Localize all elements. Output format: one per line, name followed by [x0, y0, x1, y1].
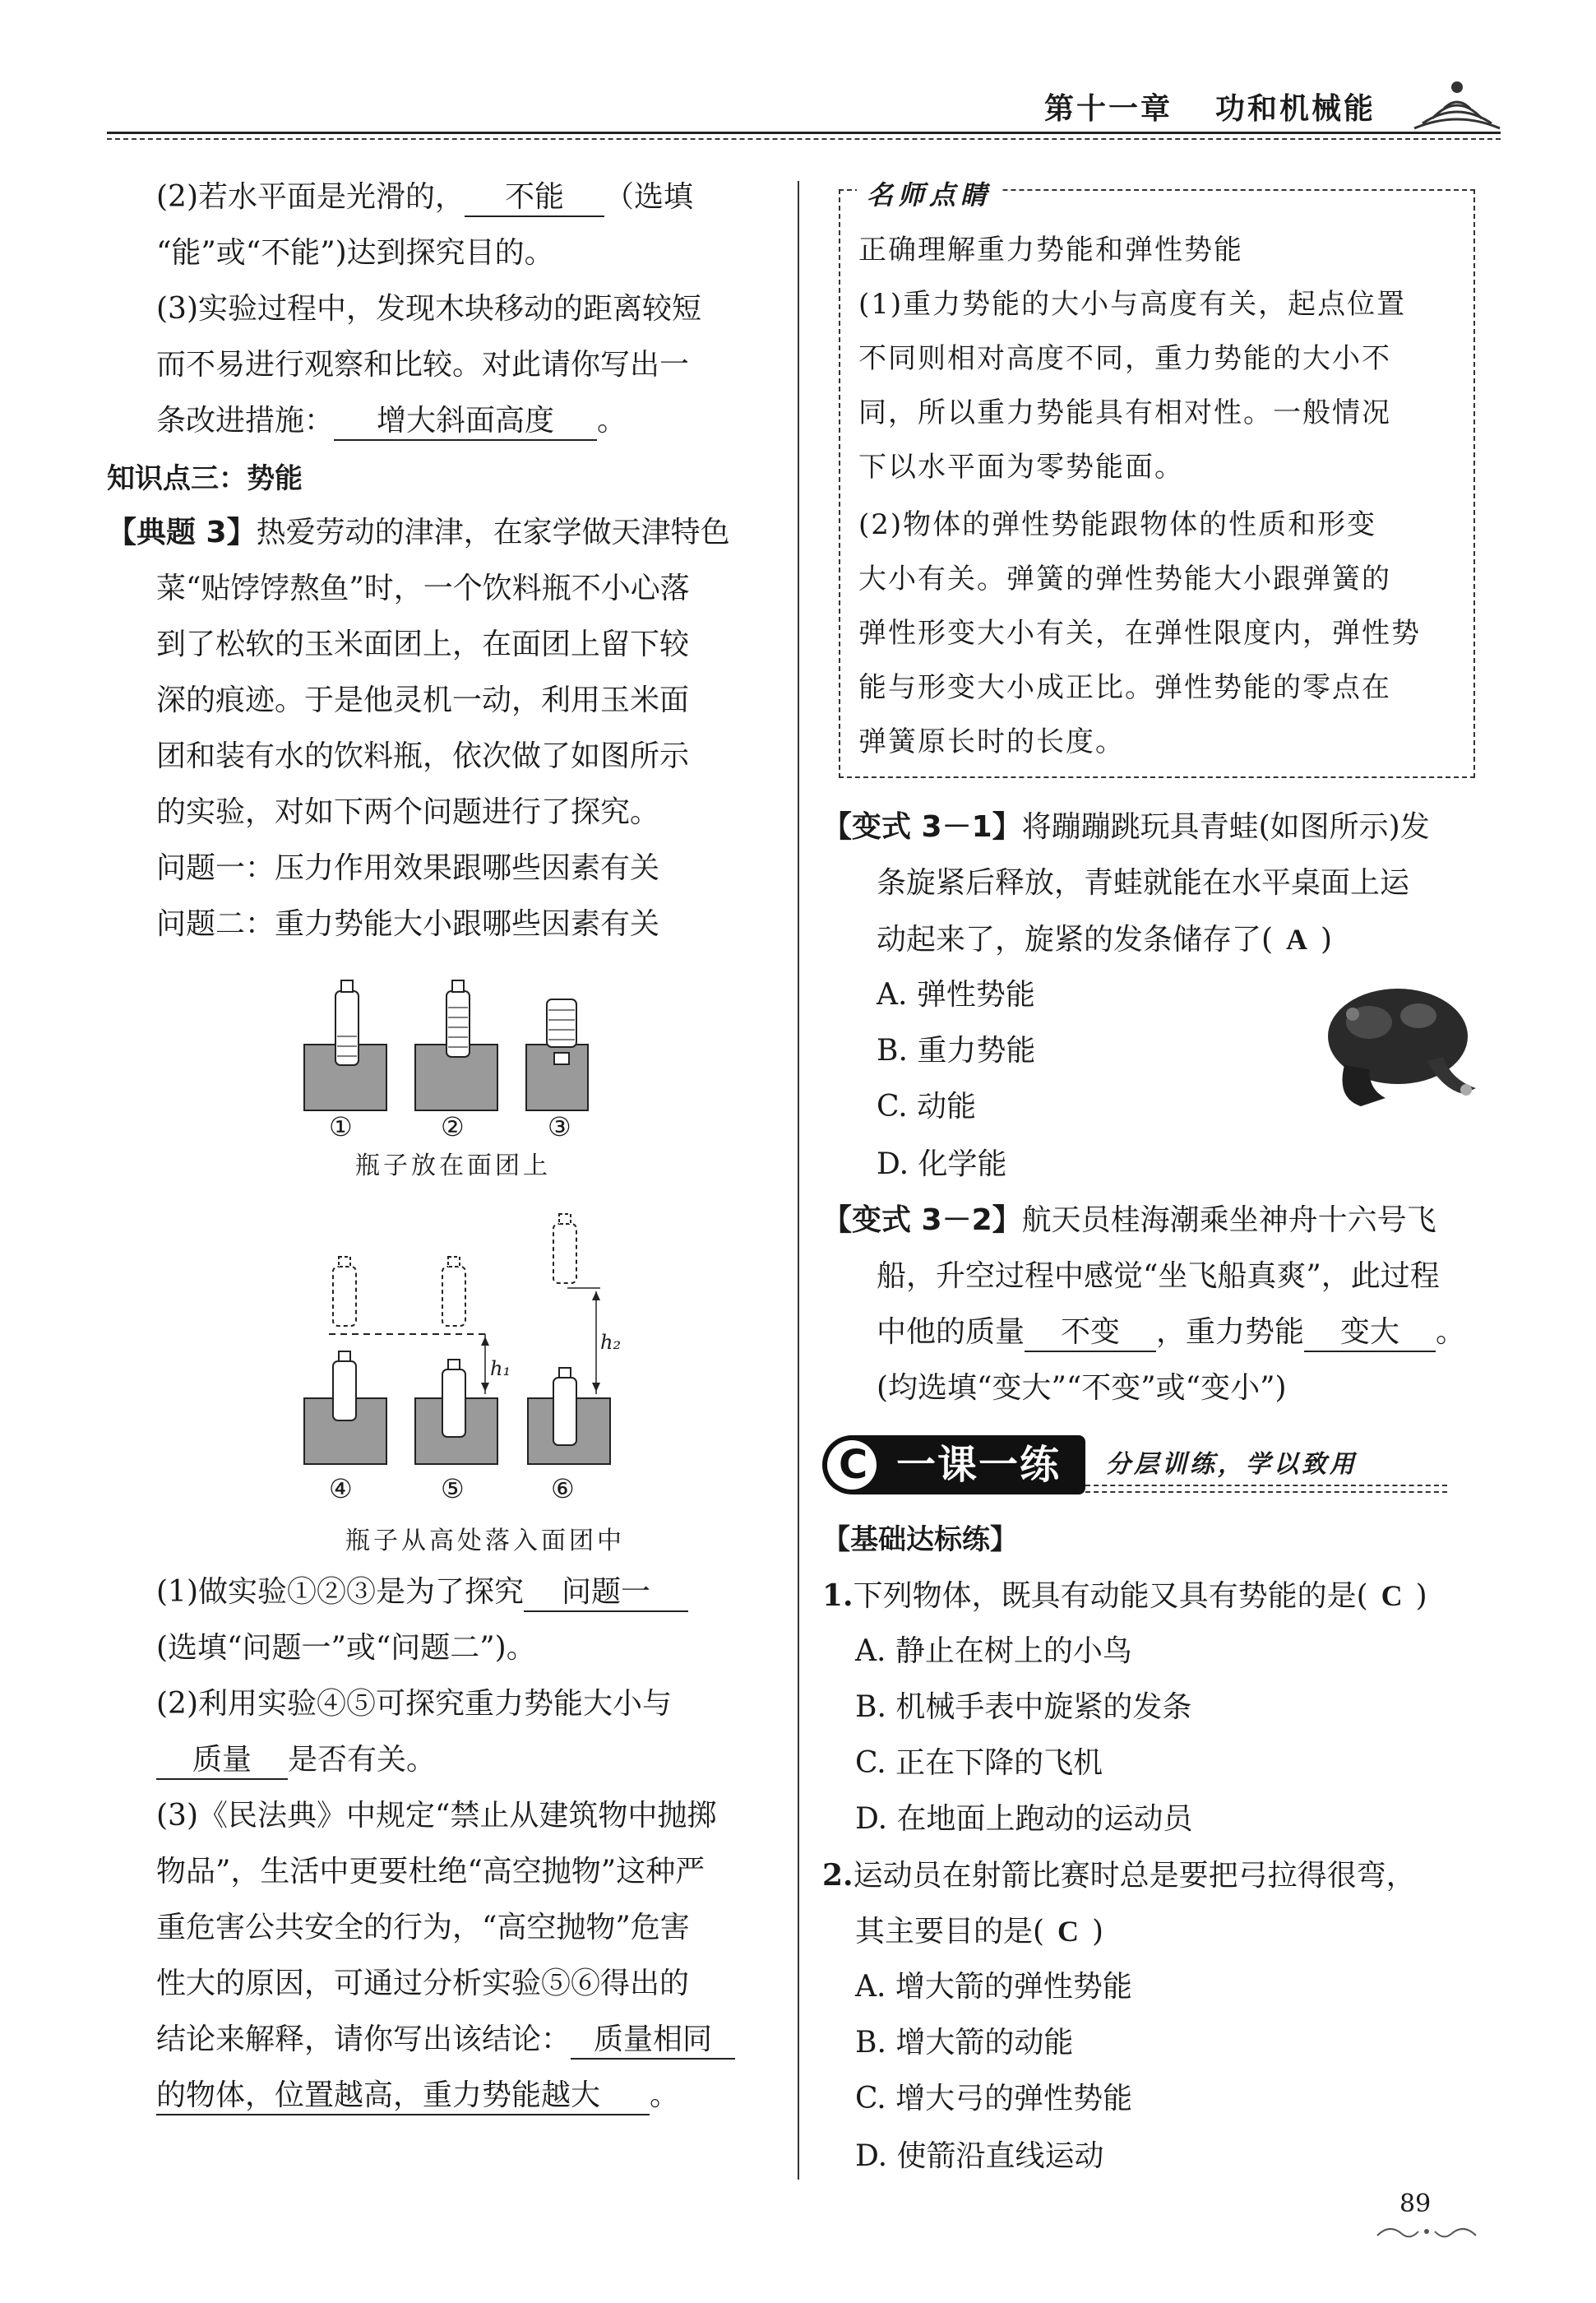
tip-line6: 大小有关。弹簧的弹性势能大小跟弹簧的	[858, 563, 1391, 595]
answer-blank: 质量	[156, 1742, 288, 1780]
answer3-line5: 结论来解释，请你写出该结论： 质量相同	[156, 2022, 735, 2060]
figure2-label-6: ⑥	[551, 1473, 575, 1504]
header-rule	[107, 132, 1501, 134]
answer3-line1: (3)《民法典》中规定“禁止从建筑物中抛掷	[156, 1799, 717, 1833]
q2-option-b: B. 增大箭的动能	[855, 2026, 1074, 2060]
answer3-line3: 重危害公共安全的行为，“高空抛物”危害	[156, 1911, 690, 1944]
answer-blank: 问题一	[524, 1574, 688, 1612]
tip-line4: 下以水平面为零势能面。	[858, 451, 1184, 484]
chapter-title: 功和机械能	[1215, 91, 1376, 126]
variant-label: 【变式 3－2】	[822, 1203, 1022, 1237]
toy-frog-image	[1320, 975, 1484, 1114]
practice-q2-line2: 其主要目的是( C )	[855, 1915, 1104, 1949]
left-p2-line1: (2)若水平面是光滑的， 不能 （选填	[156, 179, 693, 217]
choice-answer: A	[1286, 923, 1308, 956]
figure1-label-1: ①	[329, 1111, 353, 1142]
example3-line4: 深的痕迹。于是他灵机一动，利用玉米面	[156, 683, 690, 717]
question-two: 问题二：重力势能大小跟哪些因素有关	[156, 907, 660, 941]
question-one: 问题一：压力作用效果跟哪些因素有关	[156, 851, 660, 885]
q1-option-d: D. 在地面上跑动的运动员	[855, 1802, 1193, 1836]
figure2-h1-label: h₁	[490, 1357, 511, 1380]
q2-option-c: C. 增大弓的弹性势能	[855, 2082, 1133, 2115]
variant-label: 【变式 3－1】	[822, 810, 1022, 844]
example3-line2: 菜“贴饽饽熬鱼”时，一个饮料瓶不小心落	[156, 572, 690, 605]
variant31-line3: 动起来了，旋紧的发条储存了( A )	[877, 923, 1333, 957]
answer1-line2: (选填“问题一”或“问题二”)。	[156, 1631, 536, 1665]
variant31-option-c: C. 动能	[877, 1090, 977, 1124]
left-p2-line2: “能”或“不能”)达到探究目的。	[156, 236, 554, 270]
page-header	[0, 0, 1596, 148]
tip-subtitle: 正确理解重力势能和弹性势能	[858, 234, 1243, 266]
answer3-line2: 物品”，生活中更要杜绝“高空抛物”这种严	[156, 1855, 705, 1888]
column-divider	[798, 181, 799, 2180]
banner-dashed-rule	[1085, 1485, 1447, 1486]
figure-bottles-falling	[296, 1209, 617, 1489]
variant31-line2: 条旋紧后释放，青蛙就能在水平桌面上运	[877, 866, 1410, 900]
figure1-label-2: ②	[441, 1111, 465, 1142]
variant32-line2: 船，升空过程中感觉“坐飞船真爽”，此过程	[877, 1259, 1440, 1293]
banner-dashed-rule-2	[1085, 1491, 1447, 1493]
answer-blank: 变大	[1304, 1314, 1436, 1352]
tip-line8: 能与形变大小成正比。弹性势能的零点在	[858, 671, 1391, 704]
practice-banner	[822, 1435, 1447, 1501]
figure1-caption: 瓶子放在面团上	[355, 1152, 551, 1180]
tip-line3: 同，所以重力势能具有相对性。一般情况	[858, 396, 1391, 429]
left-p3-line1: (3)实验过程中，发现木块移动的距离较短	[156, 292, 701, 326]
answer1-line1: (1)做实验①②③是为了探究 问题一	[156, 1574, 688, 1612]
variant32-line1: 【变式 3－2】航天员桂海潮乘坐神舟十六号飞	[822, 1203, 1436, 1237]
example3-line5: 团和装有水的饮料瓶，依次做了如图所示	[156, 739, 690, 773]
choice-answer: C	[1381, 1579, 1403, 1612]
section-heading: 知识点三：势能	[107, 462, 303, 495]
example-label: 【典题 3】	[107, 516, 257, 549]
answer-blank: 质量相同	[571, 2022, 735, 2060]
tip-line5: (2)物体的弹性势能跟物体的性质和形变	[858, 508, 1377, 541]
q1-option-b: B. 机械手表中旋紧的发条	[855, 1690, 1192, 1724]
left-p3-line2: 而不易进行观察和比较。对此请你写出一	[156, 348, 690, 382]
answer-blank: 不变	[1025, 1314, 1156, 1352]
figure2-h2-label: h₂	[600, 1331, 622, 1354]
q2-option-d: D. 使箭沿直线运动	[855, 2139, 1104, 2173]
variant32-line4: (均选填“变大”“不变”或“变小”)	[877, 1371, 1287, 1405]
variant31-option-b: B. 重力势能	[877, 1034, 1036, 1068]
choice-answer: C	[1057, 1915, 1080, 1948]
figure2-label-4: ④	[329, 1473, 353, 1504]
banner-title: 一课一练	[896, 1442, 1062, 1488]
banner-subtitle: 分层训练，学以致用	[1106, 1450, 1358, 1479]
lotus-ornament-icon	[1408, 76, 1506, 133]
tip-title: 名师点睛	[867, 179, 992, 211]
header-dashed-rule	[107, 138, 1501, 140]
practice-heading: 【基础达标练】	[822, 1523, 1018, 1556]
tip-line7: 弹性形变大小有关，在弹性限度内，弹性势	[858, 617, 1421, 650]
figure2-label-5: ⑤	[441, 1473, 465, 1504]
q1-option-a: A. 静止在树上的小鸟	[855, 1634, 1132, 1668]
page-number: 89	[1399, 2189, 1432, 2218]
figure1-label-3: ③	[548, 1111, 571, 1142]
answer-blank: 的物体，位置越高，重力势能越大	[156, 2078, 650, 2115]
tip-line2: 不同则相对高度不同，重力势能的大小不	[858, 342, 1391, 375]
footer-swirl-icon	[1373, 2219, 1480, 2244]
example3-line1: 【典题 3】热爱劳动的津津，在家学做天津特色	[107, 516, 730, 549]
answer2-line2: 质量 是否有关。	[156, 1742, 436, 1780]
figure2-caption: 瓶子从高处落入面团中	[345, 1527, 625, 1555]
left-p3-line3: 条改进措施： 增大斜面高度 。	[156, 403, 627, 441]
example3-line3: 到了松软的玉米面团上，在面团上留下较	[156, 628, 690, 661]
variant31-line1: 【变式 3－1】将蹦蹦跳玩具青蛙(如图所示)发	[822, 810, 1430, 844]
answer3-line6: 的物体，位置越高，重力势能越大 。	[156, 2078, 679, 2115]
banner-letter: C	[839, 1442, 868, 1488]
chapter-label: 第十一章	[1044, 91, 1173, 126]
answer3-line4: 性大的原因，可通过分析实验⑤⑥得出的	[156, 1967, 690, 2000]
practice-q1: 1.下列物体，既具有动能又具有势能的是( C )	[822, 1578, 1427, 1613]
practice-q2-line1: 2.运动员在射箭比赛时总是要把弓拉得很弯，	[822, 1858, 1416, 1893]
answer2-line1: (2)利用实验④⑤可探究重力势能大小与	[156, 1687, 672, 1721]
tip-title-bg	[857, 174, 1002, 212]
example3-line6: 的实验，对如下两个问题进行了探究。	[156, 795, 660, 829]
answer-blank: 增大斜面高度	[334, 403, 597, 441]
q1-option-c: C. 正在下降的飞机	[855, 1746, 1103, 1780]
q2-option-a: A. 增大箭的弹性势能	[855, 1970, 1132, 2004]
variant31-option-d: D. 化学能	[877, 1147, 1007, 1181]
tip-line1: (1)重力势能的大小与高度有关，起点位置	[858, 288, 1407, 321]
answer-blank: 不能	[465, 179, 604, 217]
variant32-line3: 中他的质量 不变 ，重力势能 变大 。	[877, 1314, 1465, 1352]
tip-line9: 弹簧原长时的长度。	[858, 725, 1125, 758]
variant31-option-a: A. 弹性势能	[877, 978, 1035, 1012]
